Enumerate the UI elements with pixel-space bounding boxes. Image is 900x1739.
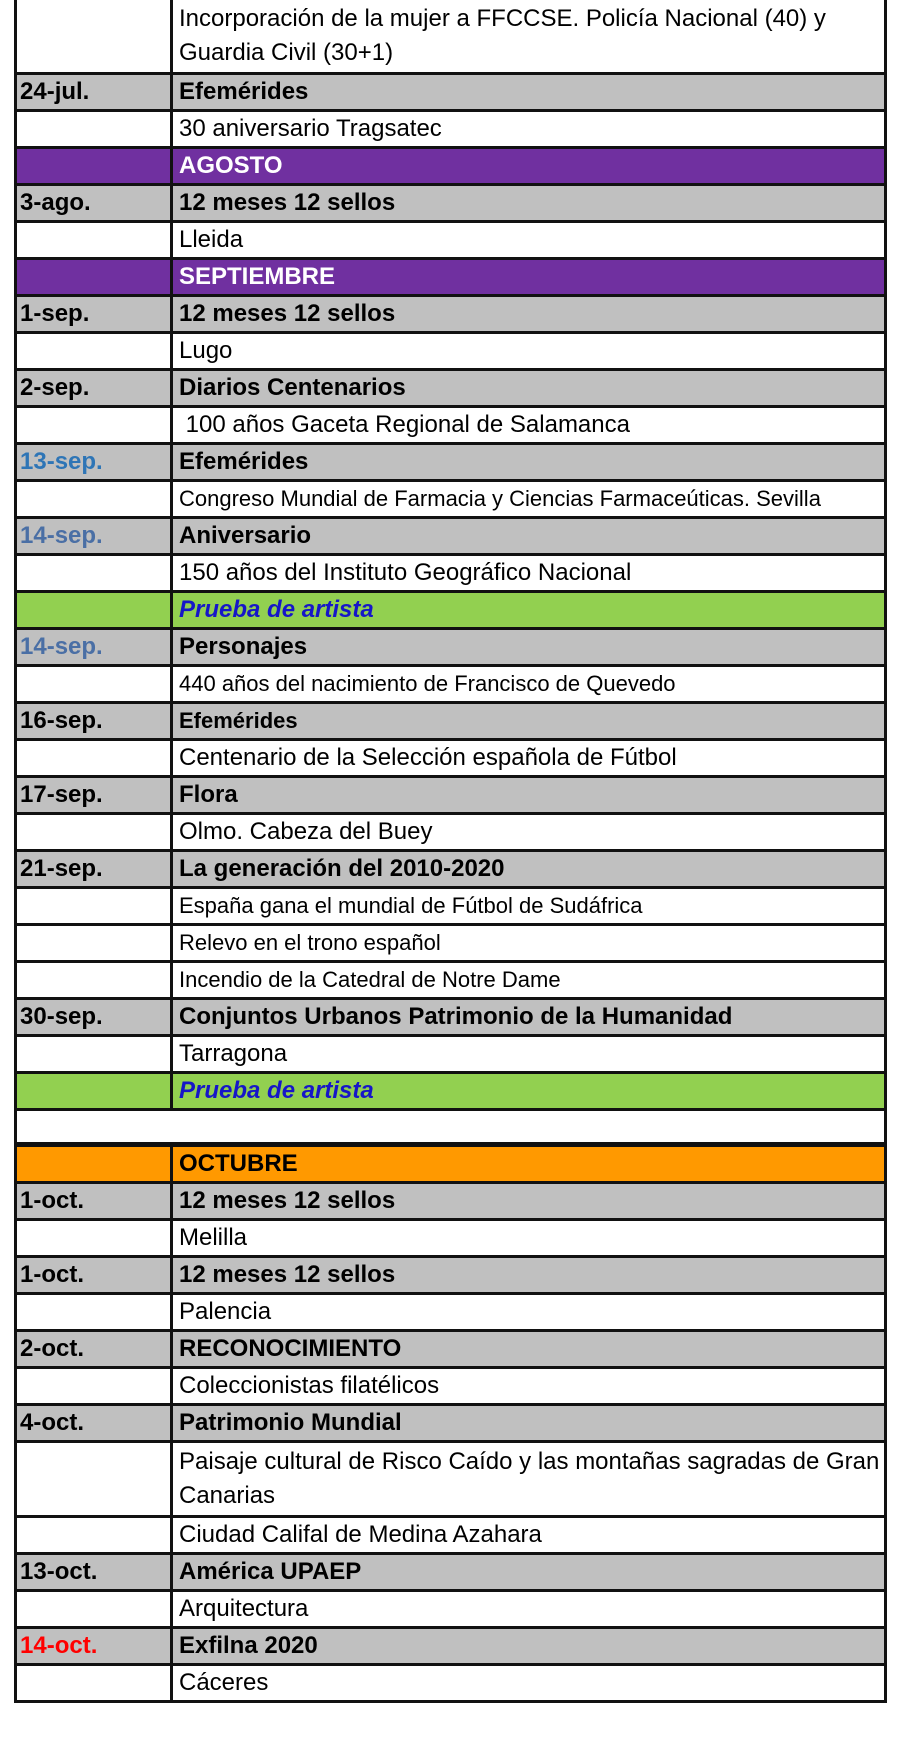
table-row	[14, 223, 887, 260]
date-cell: 30-sep.	[20, 1003, 103, 1030]
date-cell: 2-sep.	[20, 374, 90, 401]
table-row	[14, 1592, 887, 1629]
date-cell	[17, 1111, 170, 1142]
description-cell	[170, 1111, 884, 1142]
date-cell	[17, 260, 170, 294]
series-cell: 12 meses 12 sellos	[170, 1184, 884, 1218]
series-cell: Conjuntos Urbanos Patrimonio de la Humanidad	[170, 1000, 884, 1034]
series-cell: 12 meses 12 sellos	[170, 186, 884, 220]
table-row	[14, 1518, 887, 1555]
table-row	[14, 1406, 887, 1443]
description-cell: Cáceres	[170, 1666, 884, 1700]
table-row	[14, 630, 887, 667]
description-cell: Incorporación de la mujer a FFCCSE. Policía Nacional (40) y Guardia Civil (30+1)	[170, 0, 884, 72]
table-row	[14, 1332, 887, 1369]
description-cell: Arquitectura	[170, 1592, 884, 1626]
table-row	[14, 1629, 887, 1666]
artist-proof-label: Prueba de artista	[170, 593, 884, 627]
date-cell: 1-sep.	[20, 300, 90, 327]
table-row	[14, 519, 887, 556]
month-label: OCTUBRE	[170, 1147, 884, 1181]
series-cell: Efemérides	[170, 704, 884, 738]
table-row	[14, 334, 887, 371]
date-cell	[17, 1443, 170, 1515]
table-row	[14, 852, 887, 889]
artist-proof-row	[14, 1074, 887, 1111]
date-cell	[17, 1369, 170, 1403]
description-cell: 100 años Gaceta Regional de Salamanca	[170, 408, 884, 442]
series-cell: Exfilna 2020	[170, 1629, 884, 1663]
series-cell: 12 meses 12 sellos	[170, 1258, 884, 1292]
series-cell: La generación del 2010-2020	[170, 852, 884, 886]
date-cell	[17, 1037, 170, 1071]
series-cell: 12 meses 12 sellos	[170, 297, 884, 331]
date-cell: 1-oct.	[20, 1261, 85, 1288]
description-cell: Melilla	[170, 1221, 884, 1255]
table-row	[14, 1221, 887, 1258]
description-cell: Paisaje cultural de Risco Caído y las montañas sagradas de Gran Canarias	[170, 1443, 884, 1515]
month-label: SEPTIEMBRE	[170, 260, 884, 294]
series-cell: Patrimonio Mundial	[170, 1406, 884, 1440]
table-row	[14, 482, 887, 519]
table-row	[14, 667, 887, 704]
table-row	[14, 371, 887, 408]
description-cell: Congreso Mundial de Farmacia y Ciencias Farmaceúticas. Sevilla	[170, 482, 884, 516]
date-cell: 14-sep.	[20, 522, 103, 549]
description-cell: Relevo en el trono español	[170, 926, 884, 960]
month-header-row	[14, 1147, 887, 1184]
stamp-calendar-table	[14, 0, 887, 1703]
description-cell: Centenario de la Selección española de Fútbol	[170, 741, 884, 775]
month-header-row	[14, 149, 887, 186]
date-cell	[17, 963, 170, 997]
description-cell: Tarragona	[170, 1037, 884, 1071]
date-cell	[17, 1518, 170, 1552]
series-cell: Flora	[170, 778, 884, 812]
table-row	[14, 1037, 887, 1074]
table-row	[14, 778, 887, 815]
date-cell	[17, 1666, 170, 1700]
table-row	[14, 112, 887, 149]
table-row	[14, 1000, 887, 1037]
table-row	[14, 186, 887, 223]
date-cell: 14-sep.	[20, 633, 103, 660]
date-cell: 13-sep.	[20, 448, 103, 475]
date-cell: 2-oct.	[20, 1335, 85, 1362]
table-row	[14, 445, 887, 482]
table-row	[14, 1666, 887, 1703]
date-cell	[17, 667, 170, 701]
table-row	[14, 1258, 887, 1295]
table-row	[14, 1295, 887, 1332]
month-label: AGOSTO	[170, 149, 884, 183]
description-cell: Incendio de la Catedral de Notre Dame	[170, 963, 884, 997]
date-cell: 13-oct.	[20, 1558, 98, 1585]
date-cell	[17, 1295, 170, 1329]
table-row	[14, 926, 887, 963]
date-cell: 14-oct.	[20, 1632, 98, 1659]
date-cell: 1-oct.	[20, 1187, 85, 1214]
table-row	[14, 408, 887, 445]
series-cell: Aniversario	[170, 519, 884, 553]
table-row	[14, 1555, 887, 1592]
date-cell	[17, 815, 170, 849]
table-row	[14, 1369, 887, 1406]
description-cell: Lleida	[170, 223, 884, 257]
table-row	[14, 815, 887, 852]
date-cell: 4-oct.	[20, 1409, 85, 1436]
series-cell: América UPAEP	[170, 1555, 884, 1589]
description-cell: Coleccionistas filatélicos	[170, 1369, 884, 1403]
date-cell	[17, 741, 170, 775]
series-cell: Personajes	[170, 630, 884, 664]
table-row	[14, 963, 887, 1000]
description-cell: Olmo. Cabeza del Buey	[170, 815, 884, 849]
date-cell: 21-sep.	[20, 855, 103, 882]
table-row	[14, 704, 887, 741]
description-cell: 440 años del nacimiento de Francisco de Quevedo	[170, 667, 884, 701]
series-cell: RECONOCIMIENTO	[170, 1332, 884, 1366]
date-cell	[17, 1221, 170, 1255]
table-row	[14, 741, 887, 778]
table-row	[14, 297, 887, 334]
date-cell	[17, 149, 170, 183]
date-cell	[17, 334, 170, 368]
table-row	[14, 889, 887, 926]
date-cell	[17, 556, 170, 590]
date-cell	[17, 223, 170, 257]
description-cell: 150 años del Instituto Geográfico Nacional	[170, 556, 884, 590]
date-cell: 17-sep.	[20, 781, 103, 808]
table-row	[14, 75, 887, 112]
date-cell	[17, 482, 170, 516]
date-cell: 3-ago.	[20, 189, 91, 216]
description-cell: Palencia	[170, 1295, 884, 1329]
artist-proof-row	[14, 593, 887, 630]
description-cell: Lugo	[170, 334, 884, 368]
date-cell	[17, 1074, 170, 1108]
date-cell	[17, 1147, 170, 1181]
table-row	[14, 556, 887, 593]
date-cell	[17, 926, 170, 960]
month-header-row	[14, 260, 887, 297]
description-cell: 30 aniversario Tragsatec	[170, 112, 884, 146]
description-cell: Ciudad Califal de Medina Azahara	[170, 1518, 884, 1552]
date-cell	[17, 1592, 170, 1626]
series-cell: Efemérides	[170, 445, 884, 479]
date-cell	[17, 593, 170, 627]
date-cell	[17, 408, 170, 442]
artist-proof-label: Prueba de artista	[170, 1074, 884, 1108]
series-cell: Diarios Centenarios	[170, 371, 884, 405]
date-cell: 16-sep.	[20, 707, 103, 734]
table-row	[14, 1184, 887, 1221]
description-cell: España gana el mundial de Fútbol de Sudáfrica	[170, 889, 884, 923]
spacer-row	[14, 1111, 887, 1147]
date-cell	[17, 889, 170, 923]
date-cell: 24-jul.	[20, 78, 90, 105]
table-row	[14, 0, 887, 75]
table-row	[14, 1443, 887, 1518]
date-cell	[17, 112, 170, 146]
date-cell	[17, 0, 170, 72]
series-cell: Efemérides	[170, 75, 884, 109]
